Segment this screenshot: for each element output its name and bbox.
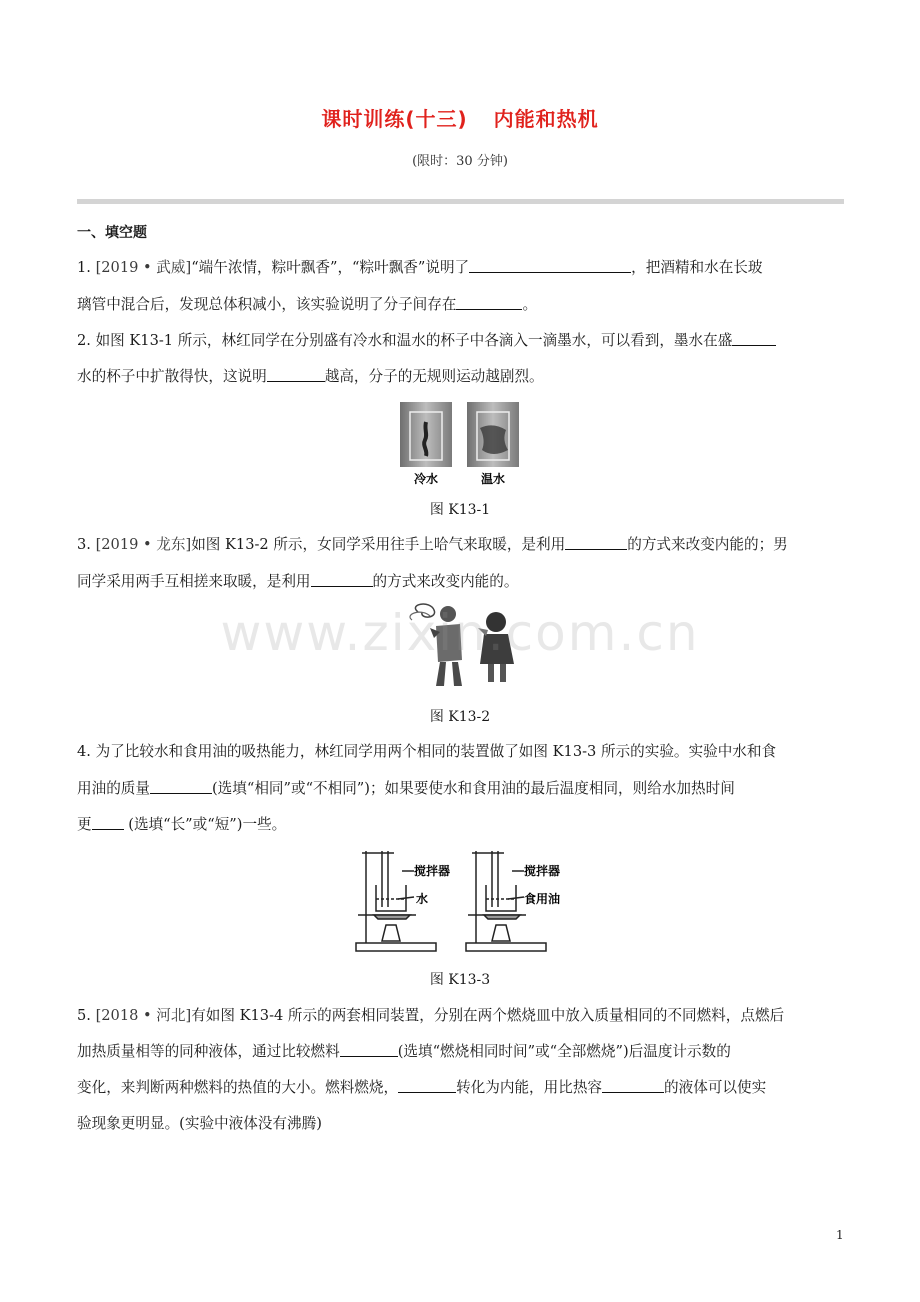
- q3-text: 的方式来改变内能的；男: [627, 536, 788, 553]
- q1-blank-1[interactable]: [469, 258, 631, 273]
- q5-text: 加热质量相等的同种液体，通过比较燃料: [77, 1043, 340, 1060]
- q3-blank-2[interactable]: [311, 572, 373, 587]
- q5-text: 变化，来判断两种燃料的热值的大小。燃料燃烧，: [77, 1079, 399, 1096]
- label-warm: 温水: [480, 472, 506, 486]
- q1-number: 1.: [77, 259, 91, 276]
- figure-k13-1: [398, 400, 523, 490]
- q5-text: 有如图 K13-4 所示的两套相同装置，分别在两个燃烧皿中放入质量相同的不同燃料，点燃后: [191, 1007, 785, 1024]
- q4-line1: [77, 742, 847, 762]
- caption-k13-1: 图 K13-1: [429, 502, 491, 518]
- q5-line3: [77, 1078, 847, 1098]
- q2-text: 越高，分子的无规则运动越剧烈。: [324, 368, 544, 385]
- q5-text: 转化为内能，用比热容: [456, 1079, 603, 1096]
- title-part-b: 内能和热机: [493, 107, 599, 131]
- q2-blank-2[interactable]: [267, 367, 325, 382]
- q2-number: 2.: [77, 332, 91, 349]
- section-heading: 一、填空题: [77, 225, 147, 241]
- caption-k13-3: 图 K13-3: [429, 972, 491, 988]
- q1-text: 。: [522, 296, 538, 313]
- q2-text: 水的杯子中扩散得快，这说明: [77, 368, 267, 385]
- q1-blank-2[interactable]: [456, 295, 522, 310]
- ink-cloud-icon: [480, 425, 508, 454]
- label-stirrer-2: 搅拌器: [524, 864, 561, 878]
- q1-text: 璃管中混合后，发现总体积减小，该实验说明了分子间存在: [77, 296, 457, 313]
- q3-text: 的方式来改变内能的。: [372, 573, 519, 590]
- q1-text: “端午浓情，粽叶飘香”，“粽叶飘香”说明了: [191, 259, 470, 276]
- q4-text: 为了比较水和食用油的吸热能力，林红同学用两个相同的装置做了如图 K13-3 所示的实验。实验中水和食: [95, 743, 777, 760]
- q3-number: 3.: [77, 536, 91, 553]
- q4-number: 4.: [77, 743, 91, 760]
- label-water: 水: [416, 892, 429, 906]
- label-cold: 冷水: [413, 472, 439, 486]
- q3-text: 同学采用两手互相搓来取暖，是利用: [77, 573, 311, 590]
- q2-line2: [77, 367, 847, 387]
- q5-text: (选填“燃烧相同时间”或“全部燃烧”)后温度计示数的: [397, 1043, 731, 1060]
- q5-blank-2[interactable]: [398, 1078, 456, 1093]
- q4-text: (选填“相同”或“不相同”)；如果要使水和食用油的最后温度相同，则给水加热时间: [211, 780, 735, 797]
- q5-line2: [77, 1042, 847, 1062]
- label-oil: 食用油: [524, 892, 561, 906]
- q5-blank-3[interactable]: [602, 1078, 664, 1093]
- q1-line2: [77, 295, 847, 315]
- q5-source: [2018 • 河北]: [95, 1007, 192, 1024]
- page-number: 1: [836, 1228, 844, 1242]
- label-stirrer-1: 搅拌器: [414, 864, 451, 878]
- q2-text: 如图 K13-1 所示，林红同学在分别盛有冷水和温水的杯子中各滴入一滴墨水，可以看到，墨水在盛: [95, 332, 733, 349]
- q3-blank-1[interactable]: [565, 535, 627, 550]
- q4-text: (选填“长”或“短”)一些。: [128, 816, 287, 833]
- q4-blank-1[interactable]: [150, 779, 212, 794]
- q4-line2: [77, 779, 847, 799]
- ink-drop-icon: [424, 422, 426, 456]
- q5-text: 的液体可以使实: [664, 1079, 767, 1096]
- time-limit: (限时：30 分钟): [412, 154, 508, 169]
- q5-blank-1[interactable]: [340, 1042, 398, 1057]
- q3-source: [2019 • 龙东]: [95, 536, 192, 553]
- q4-text: 用油的质量: [77, 780, 150, 797]
- q5-text: 验现象更明显。(实验中液体没有沸腾): [77, 1115, 322, 1132]
- title-part-a: 课时训练(十三): [321, 107, 468, 131]
- figure-k13-3: [354, 845, 572, 957]
- q5-line1: [77, 1006, 847, 1026]
- q4-blank-2[interactable]: [92, 815, 124, 830]
- q4-text: 更: [77, 816, 92, 833]
- page-title: [0, 103, 920, 132]
- q3-line2: [77, 572, 847, 592]
- q5-line4: [77, 1114, 847, 1134]
- q1-text: ，把酒精和水在长玻: [631, 259, 763, 276]
- caption-k13-2: 图 K13-2: [429, 709, 491, 725]
- q1-line1: [77, 258, 847, 278]
- q5-number: 5.: [77, 1007, 91, 1024]
- q3-text: 如图 K13-2 所示，女同学采用往手上哈气来取暖，是利用: [191, 536, 566, 553]
- q4-line3: [77, 815, 847, 835]
- header-rule: [77, 199, 844, 204]
- q3-line1: [77, 535, 847, 555]
- q1-source: [2019 • 武威]: [95, 259, 192, 276]
- watermark: www.zixin.com.cn: [220, 604, 700, 662]
- q2-blank-1[interactable]: [732, 331, 776, 346]
- q2-line1: [77, 331, 847, 351]
